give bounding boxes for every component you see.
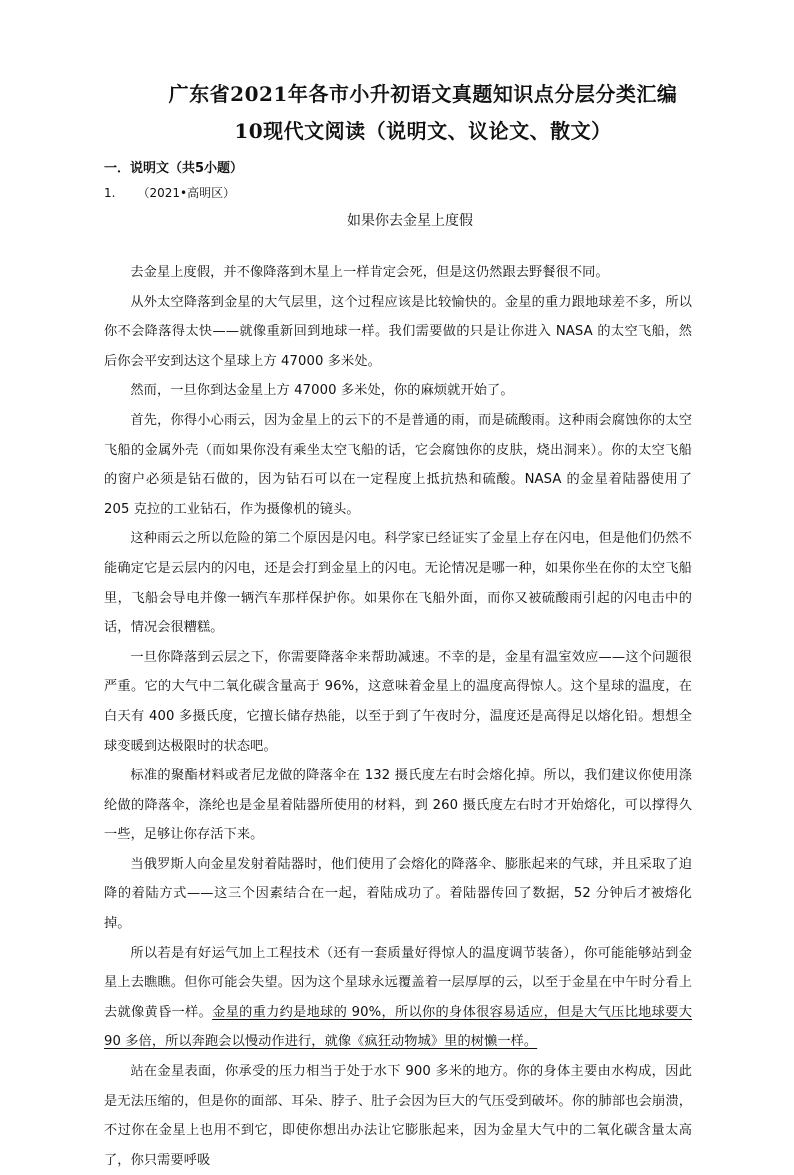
- paragraph: 这种雨云之所以危险的第二个原因是闪电。科学家已经证实了金星上存在闪电，但是他们仍然不能确定它是云层内的闪电，还是会打到金星上的闪电。无论情况是哪一种，如果你坐在你的太空飞船里，飞船会导电并像一辆汽车那样保护你。如果你在飞船外面，而你又被硫酸雨引起的闪电击中的话，情况会很糟糕。: [104, 531, 692, 636]
- document-title: 广东省2021年各市小升初语文真题知识点分层分类汇编: [168, 82, 678, 106]
- paragraph: 然而，一旦你到达金星上方 47000 多米处，你的麻烦就开始了。: [130, 383, 514, 399]
- question-header: [104, 184, 235, 201]
- paragraph-text: 所以若是有好运气加上工程技术（还有一套质量好得惊人的温度调节装备），你可能能够站到金星上去瞧瞧。但你可能会失望。因为这个星球永远覆盖着一层厚厚的云，以至于金星在中午时分看上去就像黄昏一样。: [104, 945, 692, 1020]
- paragraph: 站在金星表面，你承受的压力相当于处于水下 900 多米的地方。你的身体主要由水构成，因此是无法压缩的，但是你的面部、耳朵、脖子、肚子会因为巨大的气压受到破坏。你的肺部也会崩溃，不过你在金星上也用不到它，即使你想出办法让它膨胀起来，因为金星大气中的二氧化碳含量太高了，你只需要呼吸: [104, 1064, 692, 1168]
- question-number: 1.: [104, 186, 116, 200]
- question-source: （2021•高明区）: [137, 186, 236, 200]
- paragraph: 标准的聚酯材料或者尼龙做的降落伞在 132 摄氏度左右时会熔化掉。所以，我们建议你使用涤纶做的降落伞，涤纶也是金星着陆器所使用的材料，到 260 摄氏度左右时才开始熔化，可以撑得久一些，足够让你存活下来。: [104, 768, 692, 843]
- paragraph: 从外太空降落到金星的大气层里，这个过程应该是比较愉快的。金星的重力跟地球差不多，所以你不会降落得太快——就像重新回到地球一样。我们需要做的只是让你进入 NASA 的太空飞船，然后你会平安到达这个星球上方 47000 多米处。: [104, 294, 692, 369]
- paragraph: 首先，你得小心雨云，因为金星上的云下的不是普通的雨，而是硫酸雨。这种雨会腐蚀你的太空飞船的金属外壳（而如果你没有乘坐太空飞船的话，它会腐蚀你的皮肤，烧出洞来）。你的太空飞船的窗户必须是钻石做的，因为钻石可以在一定程度上抵抗热和硫酸。NASA 的金星着陆器使用了 205 克拉的工业钻石，作为摄像机的镜头。: [104, 412, 692, 517]
- paragraph: 去金星上度假，并不像降落到木星上一样肯定会死，但是这仍然跟去野餐很不同。: [130, 265, 609, 280]
- paragraph: 当俄罗斯人向金星发射着陆器时，他们使用了会熔化的降落伞、膨胀起来的气球，并且采取了迫降的着陆方式——这三个因素结合在一起，着陆成功了。着陆器传回了数据，52 分钟后才被熔化掉。: [104, 856, 692, 932]
- paragraph: [104, 939, 692, 1057]
- article-title: 如果你去金星上度假: [347, 213, 473, 229]
- section-heading: 一．说明文（共5小题）: [104, 161, 244, 176]
- paragraph: 一旦你降落到云层之下，你需要降落伞来帮助减速。不幸的是，金星有温室效应——这个问题很严重。它的大气中二氧化碳含量高于 96%，这意味着金星上的温度高得惊人。这个星球的温度，在白天有 400 多摄氏度，它擅长储存热能，以至于到了午夜时分，温度还是高得足以熔化铅。想想全球变暖到达极限时的状态吧。: [104, 649, 692, 754]
- article-body: [104, 258, 692, 1175]
- underlined-sentence: 金星的重力约是地球的 90%，所以你的身体很容易适应，但是大气压比地球要大 90 多倍，所以奔跑会以慢动作进行，就像《疯狂动物城》里的树懒一样。: [104, 1004, 692, 1050]
- document-subtitle: 10现代文阅读（说明文、议论文、散文）: [234, 119, 612, 143]
